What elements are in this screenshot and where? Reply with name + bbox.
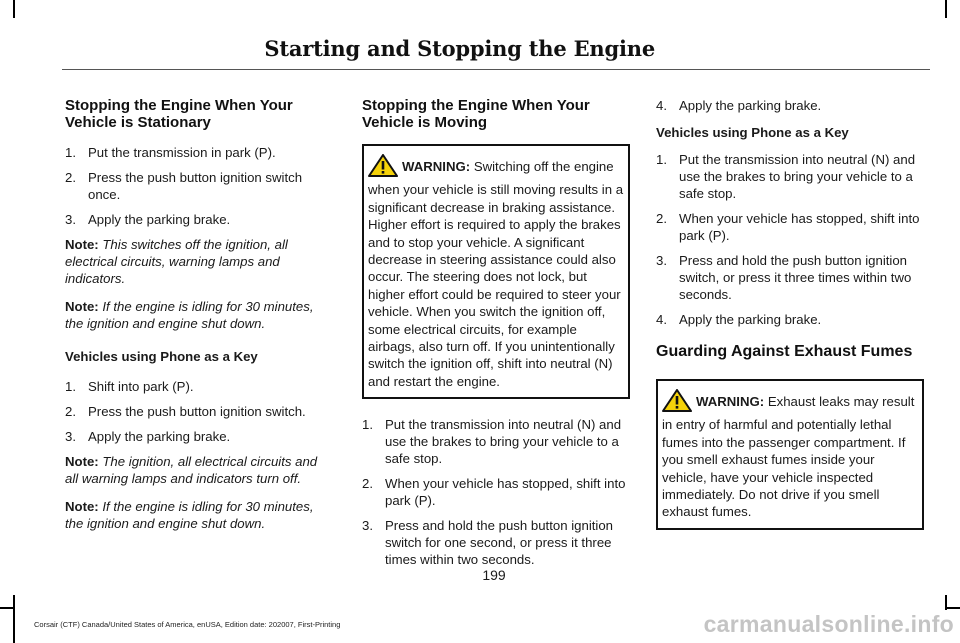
- steps-list-moving-continued: [656, 97, 924, 114]
- note-label: Note:: [65, 299, 99, 314]
- step-text: Apply the parking brake.: [88, 212, 231, 227]
- header-divider: [62, 69, 930, 70]
- list-item: [656, 311, 924, 328]
- warning-box-moving: [362, 144, 630, 399]
- column-right: [656, 97, 924, 547]
- step-number: 4.: [656, 312, 667, 327]
- warning-icon: [368, 154, 398, 181]
- note-text: If the engine is idling for 30 minutes, the ignition and engine shut down.: [65, 499, 314, 531]
- step-text: Put the transmission into neutral (N) and use the brakes to bring your vehicle to a safe stop.: [385, 417, 622, 467]
- crop-mark-top-right-vertical: [945, 0, 947, 18]
- step-number: 4.: [656, 98, 667, 113]
- step-text: When your vehicle has stopped, shift into park (P).: [679, 211, 920, 243]
- subheading-phone-as-key: Vehicles using Phone as a Key: [656, 125, 849, 140]
- column-middle: [362, 97, 630, 576]
- list-item: [362, 475, 630, 509]
- list-item: [65, 169, 333, 203]
- step-number: 3.: [362, 518, 373, 534]
- note-text: The ignition, all electrical circuits and all warning lamps and indicators turn off.: [65, 454, 318, 486]
- warning-text: Exhaust leaks may result in entry of harmful and potentially lethal fumes into the passenger compartment. If you smell exhaust fumes inside your vehicle, have your vehicle inspected immediately. Do not drive if you smell exhaust fumes.: [662, 394, 915, 520]
- step-text: Press the push button ignition switch once.: [88, 170, 303, 202]
- step-text: Press and hold the push button ignition switch for one second, or press it three times within two seconds.: [385, 518, 614, 568]
- list-item: [65, 144, 333, 161]
- steps-list-moving-phone-key: [656, 151, 924, 328]
- warning-text: Switching off the engine when your vehicle is still moving results in a significant decrease in braking assistance. Higher effort is required to apply the brakes and to stop your vehicle. A significant decrease in steering assistance could also occur. The steering does not lock, but higher effort could be required to steer your vehicle. When you switch the ignition off, some electrical circuits, for example airbags, also turn off. If you unintentionally switch the ignition off, shift into neutral (N) and restart the engine.: [368, 159, 624, 389]
- note: [65, 298, 333, 332]
- watermark: carmanualsonline.info: [703, 611, 954, 637]
- step-text: Put the transmission in park (P).: [88, 145, 276, 160]
- footer-edition-info: Corsair (CTF) Canada/United States of America, enUSA, Edition date: 202007, First-Printing: [34, 620, 341, 629]
- list-item: [656, 97, 924, 114]
- note-text: This switches off the ignition, all electrical circuits, warning lamps and indicators.: [65, 237, 288, 286]
- step-number: 3.: [65, 212, 76, 227]
- list-item: [65, 378, 333, 395]
- step-number: 1.: [362, 417, 373, 433]
- note-label: Note:: [65, 454, 99, 469]
- step-text: Apply the parking brake.: [679, 98, 822, 113]
- steps-list-stationary: [65, 144, 333, 228]
- section-heading-moving: Stopping the Engine When Your Vehicle is Moving: [362, 97, 590, 131]
- step-text: Press the push button ignition switch.: [88, 404, 306, 419]
- list-item: [65, 211, 333, 228]
- subheading-phone-as-key: Vehicles using Phone as a Key: [65, 349, 258, 364]
- note-text: If the engine is idling for 30 minutes, the ignition and engine shut down.: [65, 299, 314, 331]
- list-item: [65, 428, 333, 445]
- step-text: When your vehicle has stopped, shift into park (P).: [385, 476, 626, 509]
- column-left: [65, 97, 333, 543]
- steps-list-phone-key: [65, 378, 333, 445]
- warning-label: WARNING:: [402, 159, 471, 174]
- step-number: 1.: [65, 145, 76, 160]
- section-heading-stationary: Stopping the Engine When Your Vehicle is Stationary: [65, 97, 293, 131]
- note-label: Note:: [65, 237, 99, 252]
- section-heading-exhaust: Guarding Against Exhaust Fumes: [656, 343, 913, 360]
- page-number: 199: [482, 567, 506, 583]
- steps-list-moving: [362, 416, 630, 568]
- step-number: 1.: [65, 379, 76, 394]
- step-number: 2.: [656, 211, 667, 226]
- step-number: 2.: [65, 170, 76, 185]
- step-number: 3.: [656, 253, 667, 268]
- warning-box-exhaust: [656, 379, 924, 530]
- step-text: Apply the parking brake.: [88, 429, 231, 444]
- page-title: Starting and Stopping the Engine: [264, 36, 655, 61]
- crop-mark-bottom-right-horizontal: [947, 607, 960, 609]
- warning-label: WARNING:: [696, 394, 765, 409]
- note-label: Note:: [65, 499, 99, 514]
- step-number: 2.: [362, 476, 373, 492]
- list-item: [65, 403, 333, 420]
- step-text: Press and hold the push button ignition switch, or press it three times within two seconds.: [679, 253, 912, 302]
- step-text: Apply the parking brake.: [679, 312, 822, 327]
- list-item: [656, 252, 924, 303]
- step-number: 1.: [656, 152, 667, 167]
- step-text: Shift into park (P).: [88, 379, 194, 394]
- list-item: [656, 151, 924, 202]
- list-item: [656, 210, 924, 244]
- step-number: 3.: [65, 429, 76, 444]
- warning-icon: [662, 389, 692, 416]
- note: [65, 453, 333, 487]
- list-item: [362, 416, 630, 467]
- note: [65, 236, 333, 287]
- list-item: [362, 517, 630, 568]
- step-text: Put the transmission into neutral (N) and use the brakes to bring your vehicle to a safe stop.: [679, 152, 916, 201]
- crop-mark-top-left-vertical: [13, 0, 15, 18]
- step-number: 2.: [65, 404, 76, 419]
- note: [65, 498, 333, 532]
- crop-mark-bottom-left-horizontal: [0, 607, 13, 609]
- crop-mark-bottom-left-vertical: [13, 595, 15, 643]
